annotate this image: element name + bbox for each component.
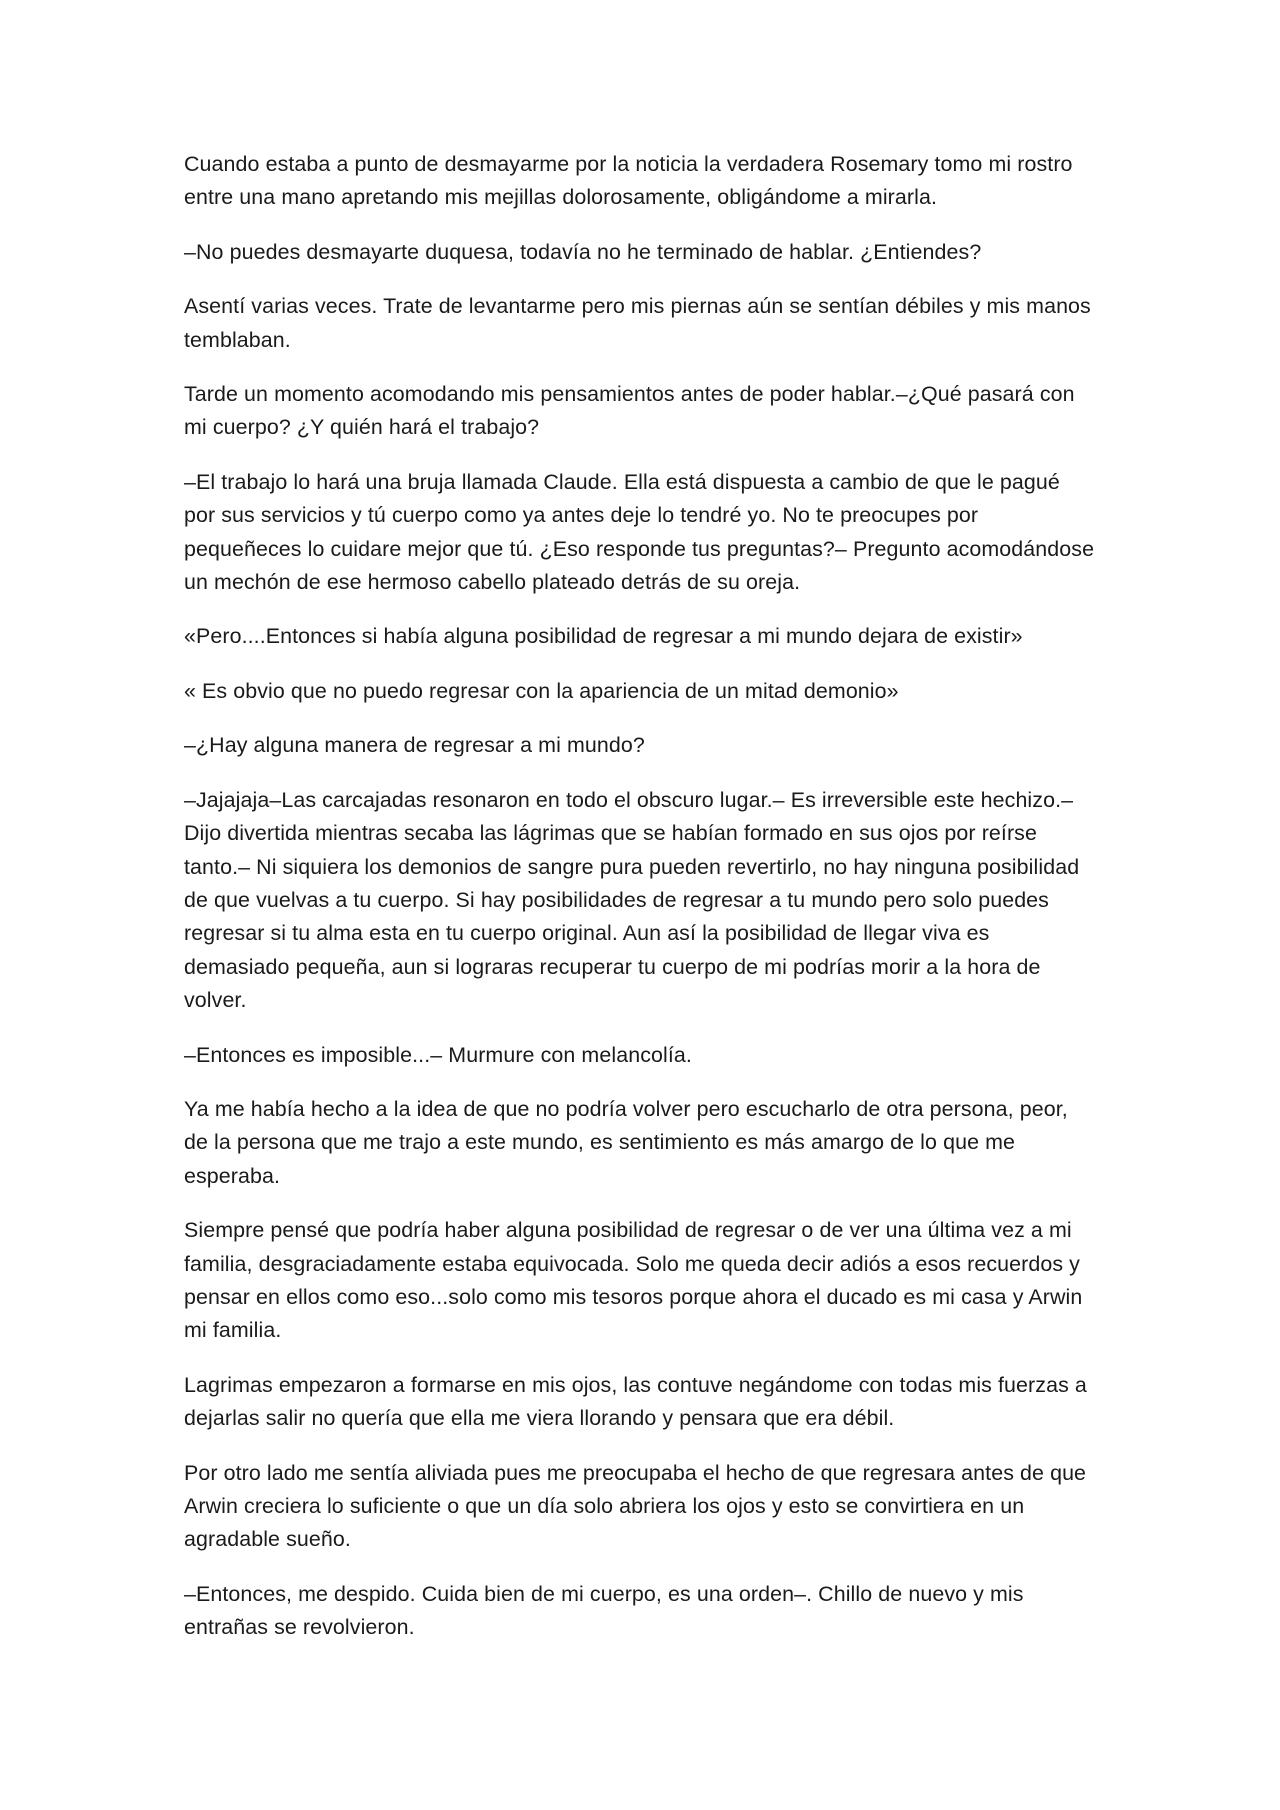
paragraph: –No puedes desmayarte duquesa, todavía no he terminado de hablar. ¿Entiendes? xyxy=(184,239,982,264)
paragraph: Lagrimas empezaron a formarse en mis ojos, las contuve negándome con todas mis fuerzas a dejarlas salir no quería que ella me viera llorando y pensara que era débil. xyxy=(184,1372,1087,1431)
paragraph: Por otro lado me sentía aliviada pues me preocupaba el hecho de que regresara antes de que Arwin creciera lo suficiente o que un día solo abriera los ojos y esto se convirtiera en un agradable sueño. xyxy=(184,1460,1087,1552)
paragraph: Tarde un momento acomodando mis pensamientos antes de poder hablar.–¿Qué pasará con mi cuerpo? ¿Y quién hará el trabajo? xyxy=(184,382,1075,440)
paragraph: Cuando estaba a punto de desmayarme por la noticia la verdadera Rosemary tomo mi rostro entre una mano apretando mis mejillas dolorosamente, obligándome a mirarla. xyxy=(184,152,1073,210)
paragraph: «Pero....Entonces si había alguna posibilidad de regresar a mi mundo dejara de existir» xyxy=(184,624,1023,649)
paragraph: Ya me había hecho a la idea de que no podría volver pero escucharlo de otra persona, peor, de la persona que me trajo a este mundo, es sentimiento es más amargo de lo que me esperaba. xyxy=(184,1096,1068,1188)
paragraph: Asentí varias veces. Trate de levantarme pero mis piernas aún se sentían débiles y mis manos temblaban. xyxy=(184,294,1091,352)
paragraph: –¿Hay alguna manera de regresar a mi mundo? xyxy=(184,733,645,758)
paragraph: –Entonces, me despido. Cuida bien de mi cuerpo, es una orden–. Chillo de nuevo y mis entrañas se revolvieron. xyxy=(184,1581,1024,1640)
paragraph: –Jajajaja–Las carcajadas resonaron en todo el obscuro lugar.– Es irreversible este hechizo.– Dijo divertida mientras secaba las lágrimas que se habían formado en sus ojos por reírse tanto.– Ni siquiera los demonios de sangre pura pueden revertirlo, no hay ninguna posibilidad de que vuelvas a tu cuerpo. Si hay posibilidades de regresar a tu mundo pero solo puedes regresar si tu alma esta en tu cuerpo original. Aun así la posibilidad de llegar viva es demasiado pequeña, aun si lograras recuperar tu cuerpo de mi podrías morir a la hora de volver. xyxy=(184,787,1080,1013)
paragraph: « Es obvio que no puedo regresar con la apariencia de un mitad demonio» xyxy=(184,678,899,703)
paragraph: –Entonces es imposible...– Murmure con melancolía. xyxy=(184,1042,692,1067)
paragraph: –El trabajo lo hará una bruja llamada Claude. Ella está dispuesta a cambio de que le pagué por sus servicios y tú cuerpo como ya antes deje lo tendré yo. No te preocupes por pequeñeces lo cuidare mejor que tú. ¿Eso responde tus preguntas?– Pregunto acomodándose un mechón de ese hermoso cabello plateado detrás de su oreja. xyxy=(184,469,1095,595)
paragraph: Siempre pensé que podría haber alguna posibilidad de regresar o de ver una última vez a mi familia, desgraciadamente estaba equivocada. Solo me queda decir adiós a esos recuerdos y pensar en ellos como eso...solo como mis tesoros porque ahora el ducado es mi casa y Arwin mi familia. xyxy=(184,1218,1083,1343)
